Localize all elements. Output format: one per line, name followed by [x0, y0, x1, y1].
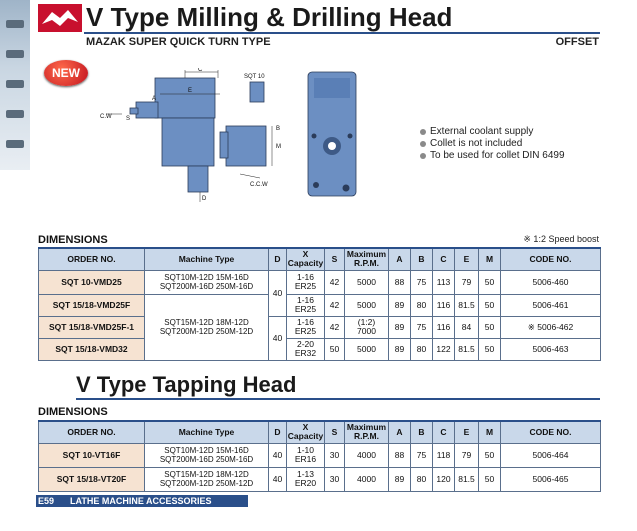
d-value: 40 — [269, 467, 287, 491]
a-value: 88 — [389, 270, 411, 294]
col-x: X Capacity — [287, 422, 324, 442]
code-no: 5006-465 — [501, 467, 601, 491]
page-title: V Type Milling & Drilling Head — [86, 2, 453, 32]
b-value: 75 — [411, 443, 433, 467]
col-code: CODE NO. — [501, 248, 601, 270]
col-order: ORDER NO. — [39, 421, 145, 443]
x-capacity: 1-16 ER25 — [287, 270, 325, 294]
title-divider — [84, 32, 600, 34]
table-row — [39, 467, 601, 491]
a-value: 89 — [389, 294, 411, 316]
col-a: A — [389, 421, 411, 443]
milling-dimensions-table — [38, 247, 601, 361]
page-number: E59 — [38, 496, 55, 506]
e-value: 81.5 — [455, 294, 479, 316]
a-value: 89 — [389, 316, 411, 338]
feature-notes — [420, 126, 565, 162]
order-no: SQT 15/18-VMD25F-1 — [39, 316, 145, 338]
col-e: E — [455, 421, 479, 443]
a-value: 89 — [389, 338, 411, 360]
section-title-tapping: V Type Tapping Head — [76, 372, 297, 397]
s-value: 42 — [325, 270, 345, 294]
rpm-value: 4000 — [345, 467, 389, 491]
dim-b-label: B — [276, 126, 281, 132]
code-no: 5006-461 — [501, 294, 601, 316]
x-capacity: 1-13 ER20 — [287, 467, 325, 491]
table-header-row — [39, 248, 601, 270]
col-machine: Machine Type — [145, 421, 269, 443]
m-value: 50 — [479, 270, 501, 294]
col-e: E — [455, 248, 479, 270]
tool-image — [6, 50, 24, 58]
tool-image — [6, 80, 24, 88]
e-value: 79 — [455, 443, 479, 467]
tool-image — [6, 140, 24, 148]
c-value: 120 — [433, 467, 455, 491]
col-s: S — [325, 421, 345, 443]
code-no: 5006-463 — [501, 338, 601, 360]
rpm-value: 5000 — [345, 338, 389, 360]
dim-m-label: M — [276, 144, 281, 150]
m-value: 50 — [479, 443, 501, 467]
col-code: CODE NO. — [501, 421, 601, 443]
machine-type: SQT10M-12D 15M-16D SQT200M-16D 250M-16D — [145, 270, 269, 294]
sqt-label: SQT 10 — [244, 74, 265, 80]
tool-image — [6, 20, 24, 28]
order-no: SQT 10-VT16F — [39, 443, 145, 467]
col-d: D — [269, 248, 287, 270]
dim-e-label: E — [188, 88, 193, 94]
order-no: SQT 15/18-VT20F — [39, 467, 145, 491]
col-x: X Capacity — [287, 249, 324, 269]
cw-label: C.W — [100, 114, 112, 120]
dimensions-heading: DIMENSIONS — [38, 234, 108, 246]
table-row — [39, 316, 601, 338]
dimensions-heading: DIMENSIONS — [38, 406, 108, 418]
c-value: 118 — [433, 443, 455, 467]
b-value: 75 — [411, 316, 433, 338]
c-value: 116 — [433, 316, 455, 338]
note-item: Collet is not included — [420, 138, 565, 150]
e-value: 81.5 — [455, 338, 479, 360]
m-value: 50 — [479, 467, 501, 491]
dim-s-label: S — [126, 116, 131, 122]
col-s: S — [325, 248, 345, 270]
col-b: B — [411, 248, 433, 270]
rpm-value: (1:2) 7000 — [345, 316, 389, 338]
d-value: 40 — [269, 316, 287, 360]
b-value: 80 — [411, 338, 433, 360]
tool-image — [6, 110, 24, 118]
e-value: 81.5 — [455, 467, 479, 491]
s-value: 42 — [325, 316, 345, 338]
dim-c-label: C — [198, 68, 203, 73]
s-value: 30 — [325, 467, 345, 491]
technical-drawing — [100, 68, 410, 208]
col-machine: Machine Type — [145, 248, 269, 270]
table-row — [39, 443, 601, 467]
table-row — [39, 338, 601, 360]
note-item: External coolant supply — [420, 126, 565, 138]
col-a: A — [389, 248, 411, 270]
rpm-value: 4000 — [345, 443, 389, 467]
page-subtitle: MAZAK SUPER QUICK TURN TYPE — [86, 36, 271, 48]
col-c: C — [433, 421, 455, 443]
brand-logo — [38, 4, 82, 32]
order-no: SQT 15/18-VMD25F — [39, 294, 145, 316]
offset-label: OFFSET — [555, 36, 599, 48]
m-value: 50 — [479, 316, 501, 338]
machine-type: SQT10M-12D 15M-16D SQT200M-16D 250M-16D — [145, 443, 269, 467]
rpm-value: 5000 — [345, 294, 389, 316]
a-value: 89 — [389, 467, 411, 491]
col-rpm: Maximum R.P.M. — [345, 248, 389, 270]
footer-section-label: LATHE MACHINE ACCESSORIES — [70, 496, 212, 506]
col-b: B — [411, 421, 433, 443]
x-capacity: 1-16 ER25 — [287, 316, 325, 338]
tapping-dimensions-table — [38, 420, 601, 492]
col-m: M — [479, 248, 501, 270]
ccw-label: C.C.W — [250, 182, 268, 188]
machine-type: SQT15M-12D 18M-12D SQT200M-12D 250M-12D — [145, 467, 269, 491]
x-capacity: 1-16 ER25 — [287, 294, 325, 316]
x-capacity: 1-10 ER16 — [287, 443, 325, 467]
m-value: 50 — [479, 338, 501, 360]
table-row — [39, 270, 601, 294]
new-badge: NEW — [44, 60, 88, 86]
b-value: 80 — [411, 467, 433, 491]
c-value: 113 — [433, 270, 455, 294]
dim-a-label: A — [152, 96, 157, 102]
col-c: C — [433, 248, 455, 270]
note-item: To be used for collet DIN 6499 — [420, 150, 565, 162]
section-divider — [76, 398, 600, 400]
order-no: SQT 10-VMD25 — [39, 270, 145, 294]
m-value: 50 — [479, 294, 501, 316]
code-no: 5006-464 — [501, 443, 601, 467]
machine-type: SQT15M-12D 18M-12D SQT200M-12D 250M-12D — [145, 294, 269, 360]
dim-d-label: D — [202, 196, 207, 202]
x-capacity: 2-20 ER32 — [287, 338, 325, 360]
s-value: 42 — [325, 294, 345, 316]
c-value: 116 — [433, 294, 455, 316]
code-no: 5006-460 — [501, 270, 601, 294]
table-header-row — [39, 421, 601, 443]
speed-boost-note: ※ 1:2 Speed boost — [523, 234, 599, 244]
tool-photo-strip — [0, 0, 30, 170]
a-value: 88 — [389, 443, 411, 467]
col-order: ORDER NO. — [39, 248, 145, 270]
e-value: 79 — [455, 270, 479, 294]
s-value: 50 — [325, 338, 345, 360]
col-m: M — [479, 421, 501, 443]
d-value: 40 — [269, 443, 287, 467]
b-value: 80 — [411, 294, 433, 316]
order-no: SQT 15/18-VMD32 — [39, 338, 145, 360]
s-value: 30 — [325, 443, 345, 467]
col-rpm: Maximum R.P.M. — [345, 421, 389, 443]
b-value: 75 — [411, 270, 433, 294]
code-no: ※ 5006-462 — [501, 316, 601, 338]
col-d: D — [269, 421, 287, 443]
rpm-value: 5000 — [345, 270, 389, 294]
d-value: 40 — [269, 270, 287, 316]
c-value: 122 — [433, 338, 455, 360]
table-row — [39, 294, 601, 316]
e-value: 84 — [455, 316, 479, 338]
